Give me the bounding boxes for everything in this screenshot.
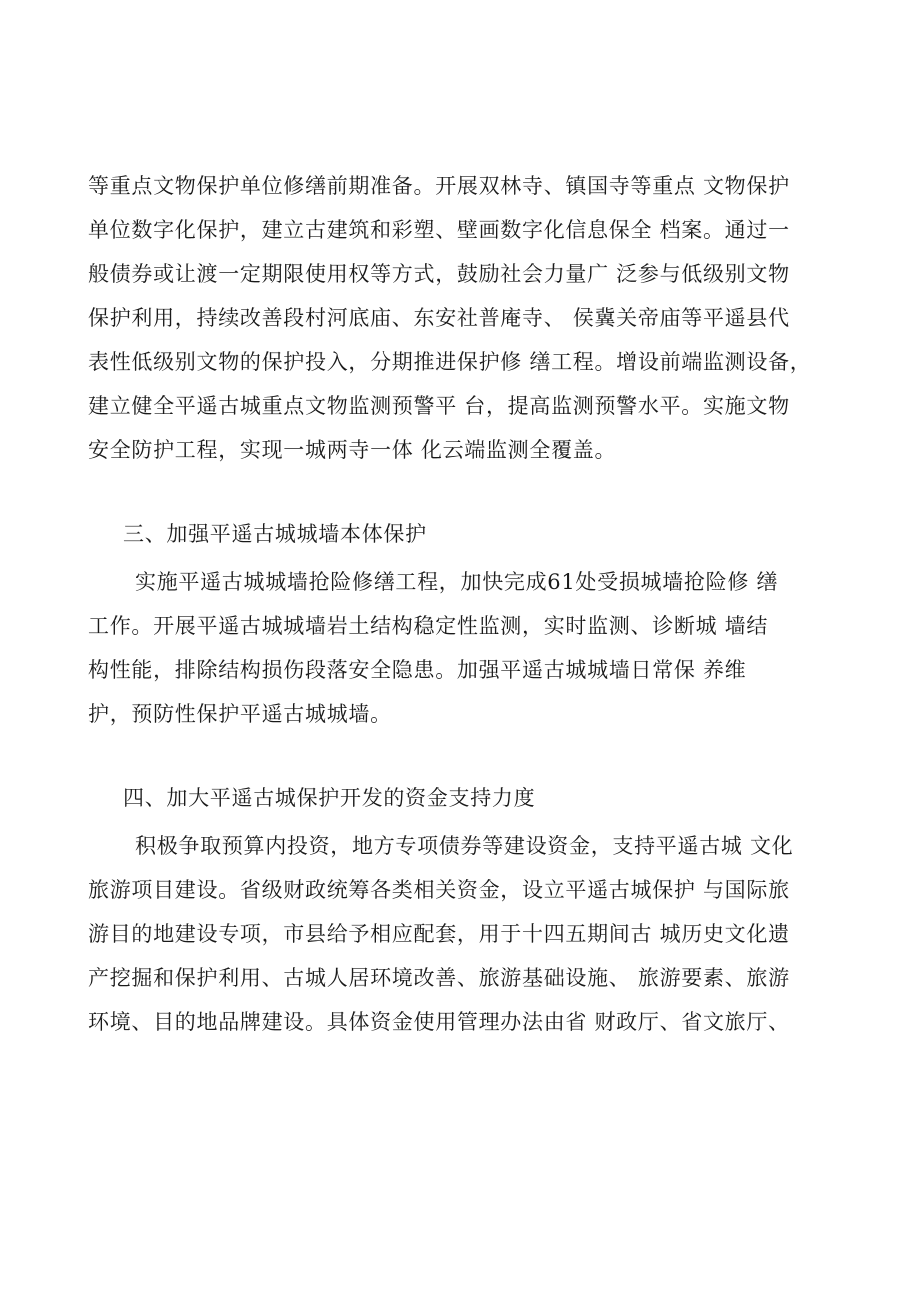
section-heading: 三、加强平遥古城城墙本体保护	[123, 522, 427, 546]
paragraph-line: 保护利用，持续改善段村河底庙、东安社普庵寺、 侯冀关帝庙等平遥县代	[88, 306, 790, 330]
paragraph-line: 旅游项目建设。省级财政统筹各类相关资金，设立平遥古城保护 与国际旅	[88, 878, 790, 902]
paragraph-line: 表性低级别文物的保护投入，分期推进保护修 缮工程。增设前端监测设备，	[88, 350, 812, 374]
paragraph-line: 积极争取预算内投资，地方专项债券等建设资金，支持平遥古城 文化	[135, 834, 794, 858]
paragraph-line: 实施平遥古城城墙抢险修缮工程，加快完成61处受损城墙抢险修 缮	[135, 570, 779, 594]
paragraph-line: 环境、目的地品牌建设。具体资金使用管理办法由省 财政厅、省文旅厅、	[88, 1010, 790, 1034]
paragraph-line: 工作。开展平遥古城城墙岩土结构稳定性监测，实时监测、诊断城 墙结	[88, 614, 769, 638]
paragraph-line: 构性能，排除结构损伤段落安全隐患。加强平遥古城城墙日常保 养维	[88, 658, 747, 682]
paragraph-line: 游目的地建设专项，市县给予相应配套，用于十四五期间古 城历史文化遗	[88, 922, 790, 946]
paragraph-line: 般债券或让渡一定期限使用权等方式，鼓励社会力量广 泛参与低级别文物	[88, 262, 790, 286]
paragraph-line: 安全防护工程，实现一城两寺一体 化云端监测全覆盖。	[88, 438, 617, 462]
paragraph-line: 等重点文物保护单位修缮前期准备。开展双林寺、镇国寺等重点 文物保护	[88, 174, 790, 198]
paragraph-line: 产挖掘和保护利用、古城人居环境改善、旅游基础设施、 旅游要素、旅游	[88, 966, 790, 990]
paragraph-line: 护，预防性保护平遥古城城墙。	[88, 702, 392, 726]
paragraph-line: 建立健全平遥古城重点文物监测预警平 台，提高监测预警水平。实施文物	[88, 394, 790, 418]
section-heading: 四、加大平遥古城保护开发的资金支持力度	[123, 786, 536, 810]
paragraph-line: 单位数字化保护，建立古建筑和彩塑、壁画数字化信息保全 档案。通过一	[88, 218, 790, 242]
